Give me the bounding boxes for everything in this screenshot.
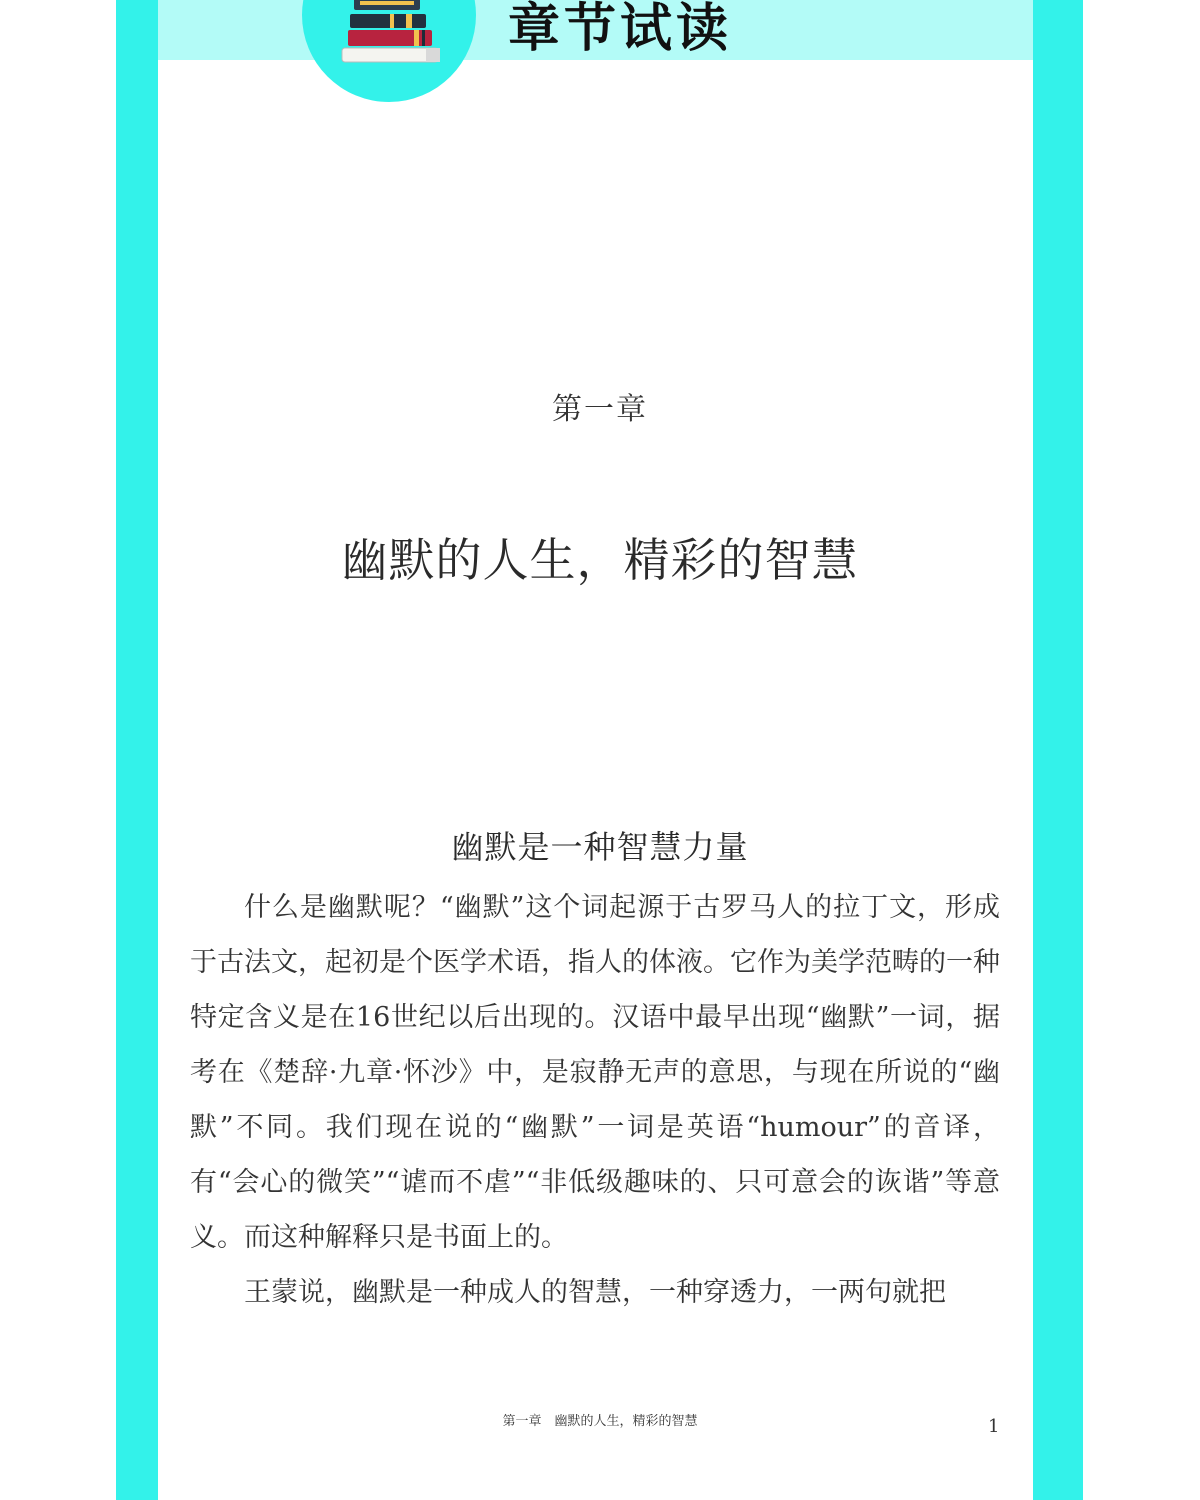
page-number: 1	[988, 1416, 1000, 1437]
paragraph: 什么是幽默呢？“幽默”这个词起源于古罗马人的拉丁文，形成于古法文，起初是个医学术语，指人的体液。它作为美学范畴的一种特定含义是在16世纪以后出现的。汉语中最早出现“幽默”一词，据考在《楚辞·九章·怀沙》中，是寂静无声的意思，与现在所说的“幽默”不同。我们现在说的“幽默”一词是英语“humour”的音译，有“会心的微笑”“谑而不虐”“非低级趣味的、只可意会的诙谐”等意义。而这种解释只是书面上的。	[190, 892, 1000, 1253]
paragraph: 王蒙说，幽默是一种成人的智慧，一种穿透力，一两句就把	[244, 1277, 946, 1308]
right-border-bar	[1033, 0, 1083, 1500]
books-stack-icon	[302, 0, 476, 102]
body-text	[190, 880, 1000, 1320]
header-title: 章节试读	[508, 0, 733, 59]
left-border-bar	[116, 0, 158, 1500]
chapter-title: 幽默的人生，精彩的智慧	[341, 533, 859, 587]
chapter-label: 第一章	[552, 392, 648, 427]
section-title: 幽默是一种智慧力量	[451, 828, 749, 866]
running-footer: 第一章 幽默的人生，精彩的智慧	[502, 1414, 698, 1429]
